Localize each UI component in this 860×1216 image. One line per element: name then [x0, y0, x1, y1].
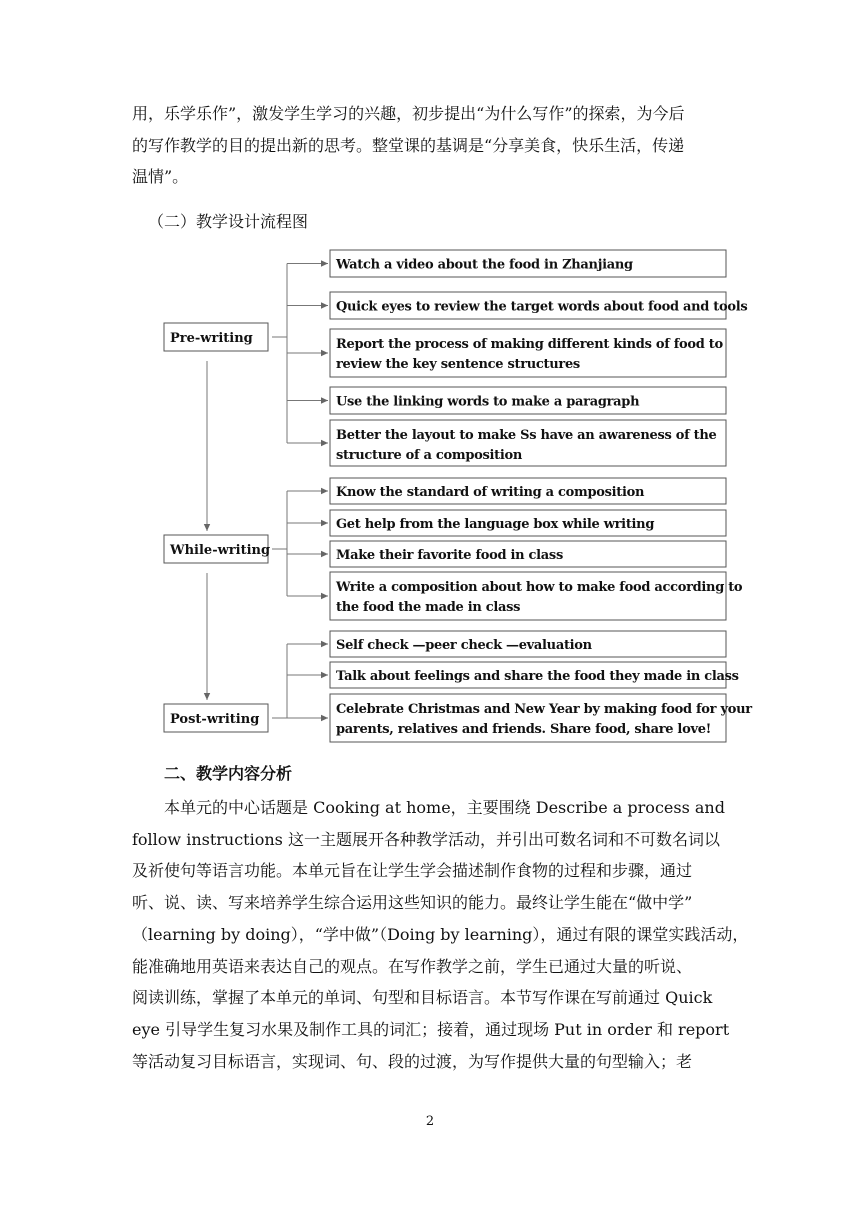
step-label: Report the process of making different kinds of food to: [336, 337, 723, 352]
analysis-line-7: 阅读训练，掌握了本单元的单词、句型和目标语言。本节写作课在写前通过 Quick: [132, 988, 713, 1008]
step-label: Write a composition about how to make food according to: [336, 580, 743, 595]
step-label: Get help from the language box while writing: [336, 517, 655, 532]
step-node: [330, 387, 726, 414]
stage-node-3: [164, 704, 268, 732]
intro-line-3: 温情”。: [132, 167, 189, 187]
step-node: [330, 292, 747, 319]
step-node: [330, 250, 726, 277]
step-node: [330, 572, 743, 620]
analysis-line-1: 本单元的中心话题是 Cooking at home，主要围绕 Describe a process and: [164, 798, 725, 817]
step-node: [330, 420, 726, 466]
step-node: [330, 329, 726, 377]
step-node: [330, 478, 726, 504]
stage-node-1: [164, 323, 268, 351]
step-label: Self check —peer check —evaluation: [336, 638, 592, 653]
step-label: Quick eyes to review the target words about food and tools: [336, 299, 748, 315]
page-number: 2: [425, 1114, 435, 1129]
step-node: [330, 631, 726, 657]
analysis-line-4: 听、说、读、写来培养学生综合运用这些知识的能力。最终让学生能在“做中学”: [132, 893, 693, 913]
step-node: [330, 541, 726, 567]
step-label: Use the linking words to make a paragraph: [336, 394, 640, 410]
step-label: Talk about feelings and share the food they made in class: [336, 669, 739, 684]
analysis-line-8: eye 引导学生复习水果及制作工具的词汇；接着，通过现场 Put in order 和 report: [132, 1019, 730, 1039]
step-label: Watch a video about the food in Zhanjiang: [336, 257, 633, 273]
step-node: [330, 510, 726, 536]
intro-line-1: 用，乐学乐作”，激发学生学习的兴趣，初步提出“为什么写作”的探索，为今后: [132, 104, 685, 123]
analysis-line-5: （learning by doing），“学中做”（Doing by learning），通过有限的课堂实践活动，: [132, 924, 749, 944]
step-label: the food the made in class: [336, 600, 521, 615]
stage-node-2: [164, 535, 270, 563]
analysis-line-2: follow instructions 这一主题展开各种教学活动，并引出可数名词和不可数名词以: [132, 829, 720, 849]
stage-label: Post-writing: [170, 712, 260, 727]
analysis-line-9: 等活动复习目标语言，实现词、句、段的过渡，为写作提供大量的句型输入；老: [132, 1051, 693, 1071]
intro-line-2: 的写作教学的目的提出新的思考。整堂课的基调是“分享美食，快乐生活，传递: [132, 135, 685, 155]
step-node: [330, 694, 752, 742]
stage-label: While-writing: [170, 543, 271, 558]
flowchart-heading: （二）教学设计流程图: [148, 212, 309, 231]
section-heading: 二、教学内容分析: [164, 764, 293, 783]
step-label: Better the layout to make Ss have an awareness of the: [336, 428, 717, 443]
analysis-paragraph: [132, 792, 749, 1077]
step-node: [330, 662, 739, 688]
flowchart-nodes: [164, 250, 752, 742]
step-label: Celebrate Christmas and New Year by making food for your: [336, 702, 752, 717]
step-label: Know the standard of writing a composition: [336, 485, 645, 500]
step-label: Make their favorite food in class: [336, 548, 563, 563]
stage-label: Pre-writing: [170, 331, 253, 346]
step-label: review the key sentence structures: [336, 357, 580, 372]
step-label: structure of a composition: [336, 448, 523, 463]
step-label: parents, relatives and friends. Share food, share love!: [336, 722, 712, 737]
analysis-line-6: 能准确地用英语来表达自己的观点。在写作教学之前，学生已通过大量的听说、: [132, 956, 693, 976]
analysis-line-3: 及祈使句等语言功能。本单元旨在让学生学会描述制作食物的过程和步骤，通过: [132, 861, 693, 881]
